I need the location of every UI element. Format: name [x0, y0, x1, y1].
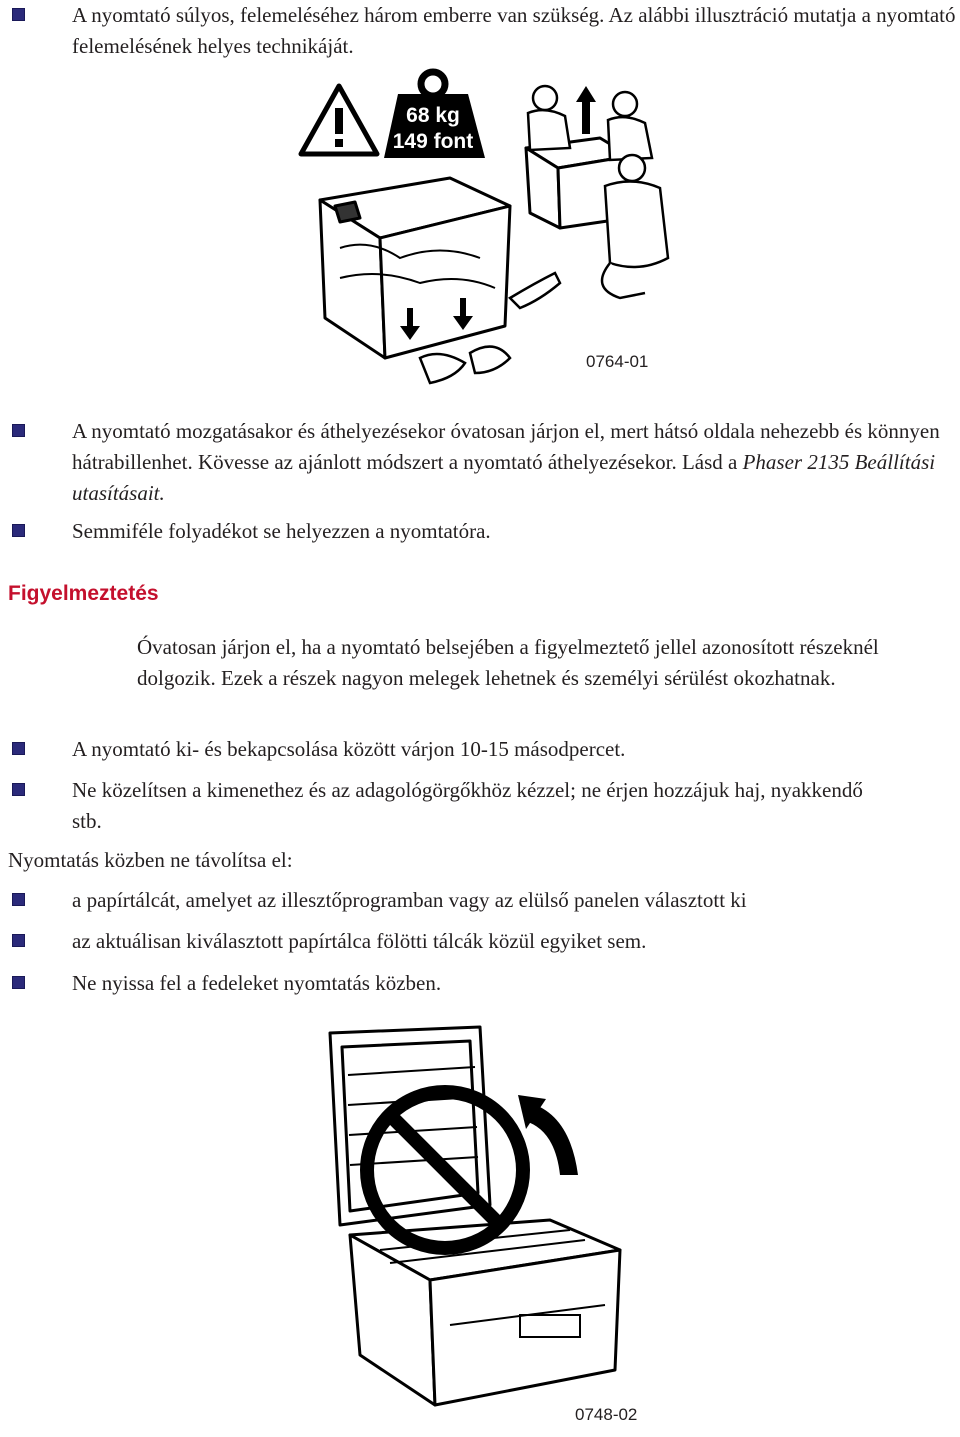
warning-text: Óvatosan járjon el, ha a nyomtató belsejében a figyelmeztető jellel azonosított részeknél dolgozik. Ezek a részek nagyon melegek lehetnek és személyi sérülést okozhatnak.: [137, 635, 879, 690]
weight-pound-label: 149 font: [392, 130, 474, 153]
bullet-square-icon: [12, 742, 25, 755]
bullet-square-icon: [12, 524, 25, 537]
bullet-text: Ne közelítsen a kimenethez és az adagológörgőkhöz kézzel; ne érjen hozzájuk haj, nyakkendő stb.: [72, 778, 863, 833]
bullet-square-icon: [12, 783, 25, 796]
printing-intro: Nyomtatás közben ne távolítsa el:: [8, 848, 293, 872]
weight-kg-label: 68 kg: [406, 104, 460, 127]
bullet-text: A nyomtató ki- és bekapcsolása között várjon 10-15 másodpercet.: [72, 737, 626, 761]
figure-code: 0764-01: [586, 352, 649, 371]
open-cover-illustration: [320, 1025, 640, 1420]
bullet-text: A nyomtató mozgatásakor és áthelyezésekor óvatosan járjon el, mert hátsó oldala nehezebb és könnyen hátrabillenhet. Kövesse az ajánlott módszert a nyomtató áthelyezésekor. Lásd a Phaser 2135 Beállítási utasításait.: [72, 419, 940, 505]
bullet-item: [0, 416, 960, 506]
bullet-text: a papírtálcát, amelyet az illesztőprogramban vagy az elülső panelen választott ki: [72, 888, 747, 912]
warning-triangle-icon: [301, 86, 377, 154]
figure-code: 0748-02: [575, 1405, 638, 1424]
bullet-square-icon: [12, 893, 25, 906]
up-arrow-icon: [576, 86, 596, 134]
bullet-text: Ne nyissa fel a fedeleket nyomtatás közben.: [72, 971, 442, 995]
bullet-text: A nyomtató súlyos, felemeléséhez három emberre van szükség. Az alábbi illusztráció mutatja a nyomtató felemelésének helyes technikáját.: [72, 3, 956, 58]
bullet-square-icon: [12, 934, 25, 947]
warning-heading: Figyelmeztetés: [8, 582, 159, 605]
bullet-text: az aktuálisan kiválasztott papírtálca fölötti tálcák közül egyiket sem.: [72, 929, 647, 953]
bullet-square-icon: [12, 976, 25, 989]
reference-link-text: Phaser 2135 Beállítási utasításait.: [72, 450, 936, 505]
bullet-square-icon: [12, 424, 25, 437]
bullet-text: Semmiféle folyadékot se helyezzen a nyomtatóra.: [72, 519, 491, 543]
bullet-square-icon: [12, 8, 25, 21]
